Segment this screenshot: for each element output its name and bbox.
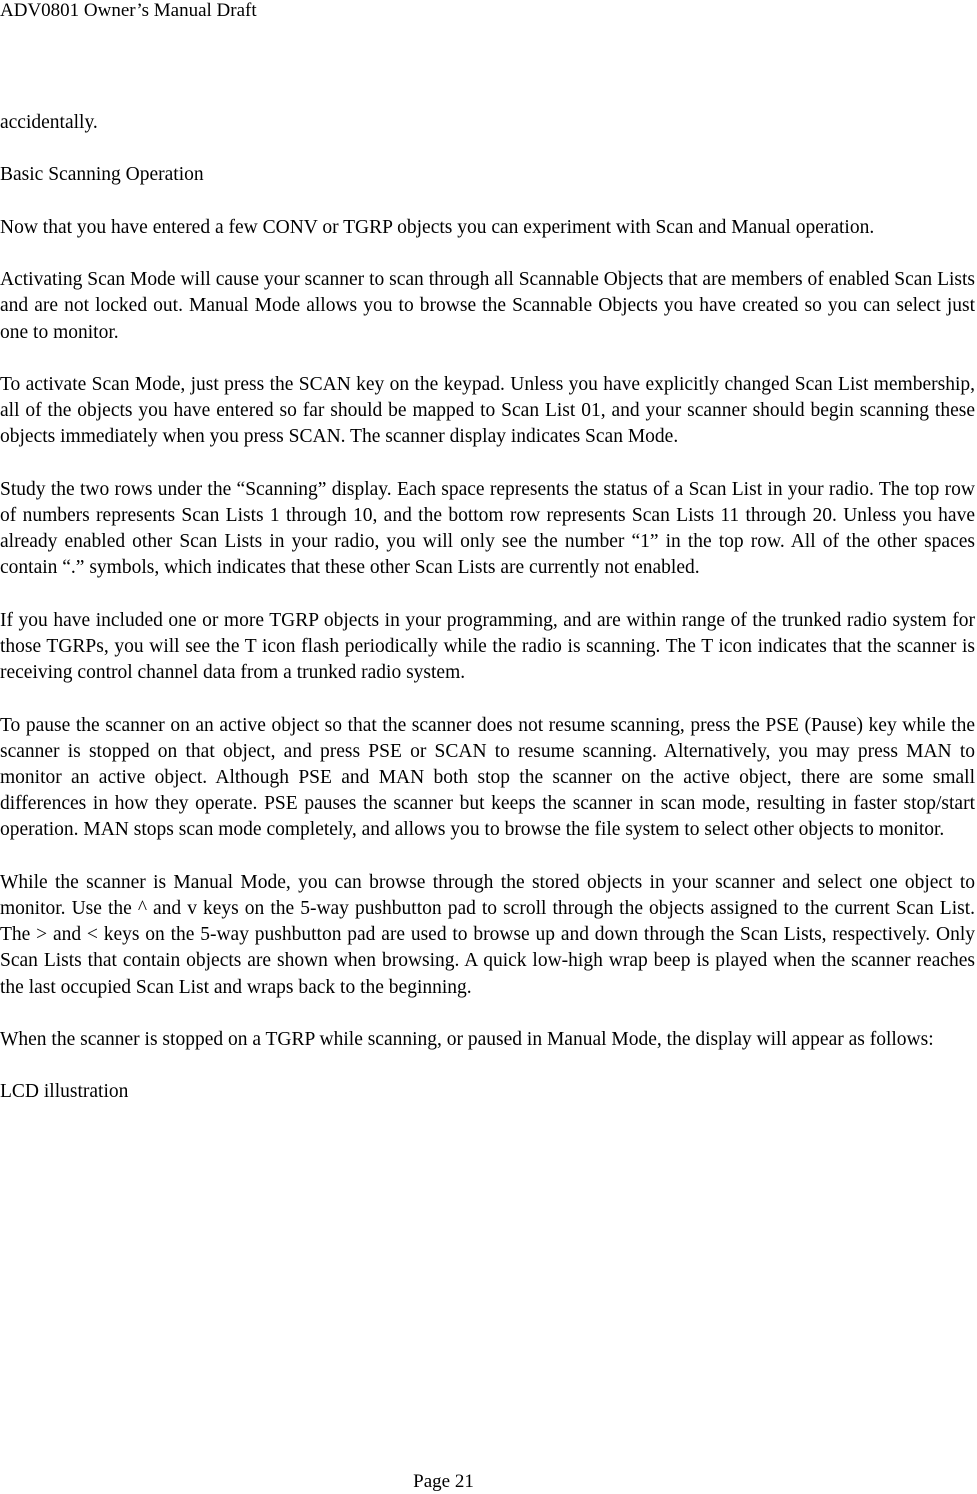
- paragraph-continuation: accidentally.: [0, 112, 98, 133]
- document-title: ADV0801 Owner’s Manual Draft: [0, 0, 257, 21]
- page-footer: [0, 1471, 977, 1493]
- paragraph: If you have included one or more TGRP objects in your programming, and are within range of the trunked radio system for those TGRPs, you will see the T icon flash periodically while the radio is scanning. The T icon indicates that the scanner is receiving control channel data from a trunked radio system.: [0, 609, 975, 684]
- paragraph: To pause the scanner on an active object so that the scanner does not resume scanning, press the PSE (Pause) key while the scanner is stopped on that object, and press PSE or SCAN to resume scanning. Alternatively, you may press MAN to monitor an active object. Although PSE and MAN both stop the scanner on the active object, there are some small differences in how they operate. PSE pauses the scanner but keeps the scanner in scan mode, resulting in faster stop/start operation. MAN stops scan mode completely, and allows you to browse the file system to select other objects to monitor.: [0, 714, 975, 841]
- figure-placeholder: LCD illustration: [0, 1081, 129, 1103]
- paragraph: To activate Scan Mode, just press the SCAN key on the keypad. Unless you have explicitly changed Scan List membership, all of the objects you have entered so far should be mapped to Scan List 01, and your scanner should begin scanning these objects immediately when you press SCAN. The scanner display indicates Scan Mode.: [0, 373, 975, 448]
- paragraph: While the scanner is Manual Mode, you can browse through the stored objects in your scanner and select one object to monitor. Use the ^ and v keys on the 5-way pushbutton pad to scroll through the objects assigned to the current Scan List. The > and < keys on the 5-way pushbutton pad are used to browse up and down through the Scan Lists, respectively. Only Scan Lists that contain objects are shown when browsing. A quick low-high wrap beep is played when the scanner reaches the last occupied Scan List and wraps back to the beginning.: [0, 871, 975, 998]
- document-body: [0, 110, 975, 1132]
- page-number: Page 21: [413, 1471, 474, 1492]
- paragraph: Study the two rows under the “Scanning” display. Each space represents the status of a Scan List in your radio. The top row of numbers represents Scan Lists 1 through 10, and the bottom row represents Scan Lists 11 through 20. Unless you have already enabled other Scan Lists in your radio, you will only see the number “1” in the top row. All of the other spaces contain “.” symbols, which indicates that these other Scan Lists are currently not enabled.: [0, 478, 975, 579]
- paragraph: Activating Scan Mode will cause your scanner to scan through all Scannable Objects that are members of enabled Scan Lists and are not locked out. Manual Mode allows you to browse the Scannable Objects you have created so you can select just one to monitor.: [0, 269, 975, 343]
- section-heading: Basic Scanning Operation: [0, 164, 204, 186]
- paragraph: When the scanner is stopped on a TGRP while scanning, or paused in Manual Mode, the display will appear as follows:: [0, 1028, 934, 1050]
- page-header: [0, 0, 257, 22]
- paragraph: Now that you have entered a few CONV or TGRP objects you can experiment with Scan and Manual operation.: [0, 216, 875, 238]
